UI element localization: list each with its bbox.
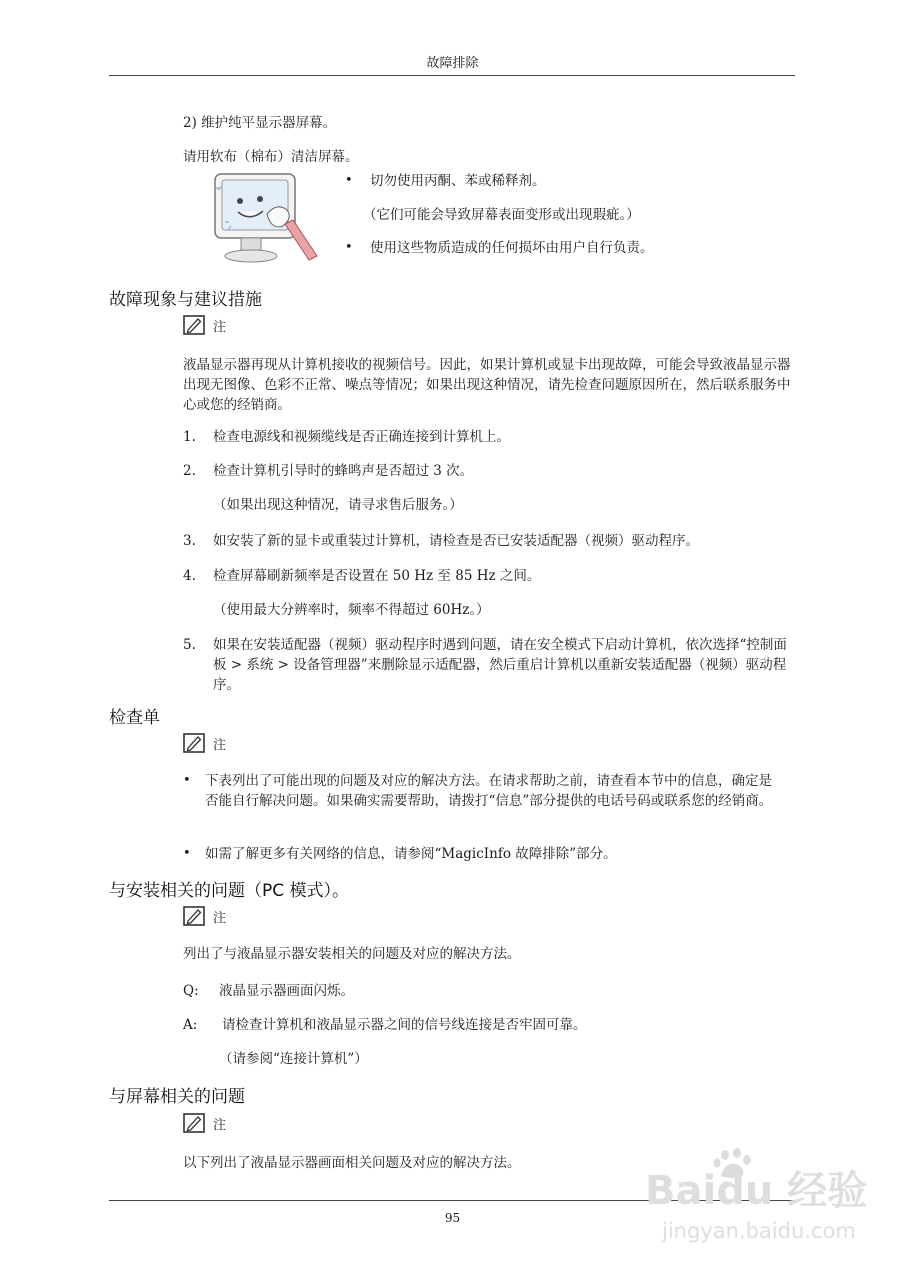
list-item: 如果在安装适配器（视频）驱动程序时遇到问题，请在安全模式下启动计算机，依次选择“控制面板 > 系统 > 设备管理器”来删除显示适配器，然后重启计算机以重新安装适配器（视频）驱动程序。: [213, 637, 787, 693]
list-item-note: （使用最大分辨率时，频率不得超过 60Hz。）: [213, 602, 490, 618]
list-item-note: （如果出现这种情况，请寻求售后服务。）: [213, 497, 463, 513]
answer-label: A:: [183, 1017, 198, 1033]
screen-intro: 以下列出了液晶显示器画面相关问题及对应的解决方法。: [183, 1155, 521, 1171]
list-item-number: 1.: [183, 429, 196, 445]
watermark-url: jingyan.baidu.com: [662, 1219, 856, 1243]
note-label: 注: [213, 738, 227, 753]
monitor-cleaning-illustration: [205, 168, 323, 272]
list-item: 检查屏幕刷新频率是否设置在 50 Hz 至 85 Hz 之间。: [213, 568, 541, 584]
checklist-bullet-2: 如需了解更多有关网络的信息，请参阅“MagicInfo 故障排除”部分。: [205, 846, 617, 862]
install-intro: 列出了与液晶显示器安装相关的问题及对应的解决方法。: [183, 946, 521, 962]
page-header-title: 故障排除: [426, 56, 479, 71]
section-heading-screen: 与屏幕相关的问题: [109, 1087, 245, 1107]
answer-text: 请检查计算机和液晶显示器之间的信号线连接是否牢固可靠。: [222, 1017, 587, 1033]
symptoms-intro: 液晶显示器再现从计算机接收的视频信号。因此，如果计算机或显卡出现故障，可能会导致液晶显示器出现无图像、色彩不正常、噪点等情况；如果出现这种情况，请先检查问题原因所在，然后联系服务中心或您的经销商。: [183, 357, 791, 413]
section-heading-symptoms: 故障现象与建议措施: [109, 290, 262, 310]
question-label: Q:: [183, 983, 199, 999]
section-heading-install: 与安装相关的问题（PC 模式）。: [109, 881, 350, 901]
bullet-dot: •: [183, 846, 191, 861]
list-item: 检查计算机引导时的蜂鸣声是否超过 3 次。: [213, 463, 474, 479]
note-label: 注: [213, 1118, 227, 1133]
question-text: 液晶显示器画面闪烁。: [219, 983, 354, 999]
page-number: 95: [444, 1211, 461, 1225]
bullet-dot: •: [183, 773, 191, 788]
list-item-number: 5.: [183, 637, 196, 653]
note-icon: [183, 315, 205, 335]
section-heading-checklist: 检查单: [109, 708, 160, 728]
watermark-brand: Baidu 经验: [645, 1168, 868, 1214]
checklist-bullet-1: 下表列出了可能出现的问题及对应的解决方法。在请求帮助之前，请查看本节中的信息，确定是否能自行解决问题。如果确实需要帮助，请拨打“信息”部分提供的电话号码或联系您的经销商。: [205, 773, 773, 809]
note-icon: [183, 1113, 205, 1133]
maintenance-bullet-2: 使用这些物质造成的任何损坏由用户自行负责。: [370, 240, 654, 256]
list-item: 检查电源线和视频缆线是否正确连接到计算机上。: [213, 429, 510, 445]
note-label: 注: [213, 320, 227, 335]
list-item-number: 2.: [183, 463, 196, 479]
maintenance-bullet-1: 切勿使用丙酮、苯或稀释剂。: [370, 173, 546, 189]
maintenance-instruction: 请用软布（棉布）清洁屏幕。: [183, 149, 359, 165]
list-item-number: 3.: [183, 533, 196, 549]
note-icon: [183, 906, 205, 926]
note-icon: [183, 733, 205, 753]
bullet-dot: •: [345, 173, 353, 188]
maintenance-bullet-1-note: （它们可能会导致屏幕表面变形或出现瑕疵。）: [363, 207, 640, 223]
answer-reference: （请参阅“连接计算机”）: [219, 1051, 368, 1067]
maintenance-step: 2) 维护纯平显示器屏幕。: [183, 115, 337, 131]
note-label: 注: [213, 911, 227, 926]
list-item: 如安装了新的显卡或重装过计算机，请检查是否已安装适配器（视频）驱动程序。: [213, 533, 699, 549]
bullet-dot: •: [345, 240, 353, 255]
list-item-number: 4.: [183, 568, 196, 584]
header-rule: [109, 75, 795, 76]
